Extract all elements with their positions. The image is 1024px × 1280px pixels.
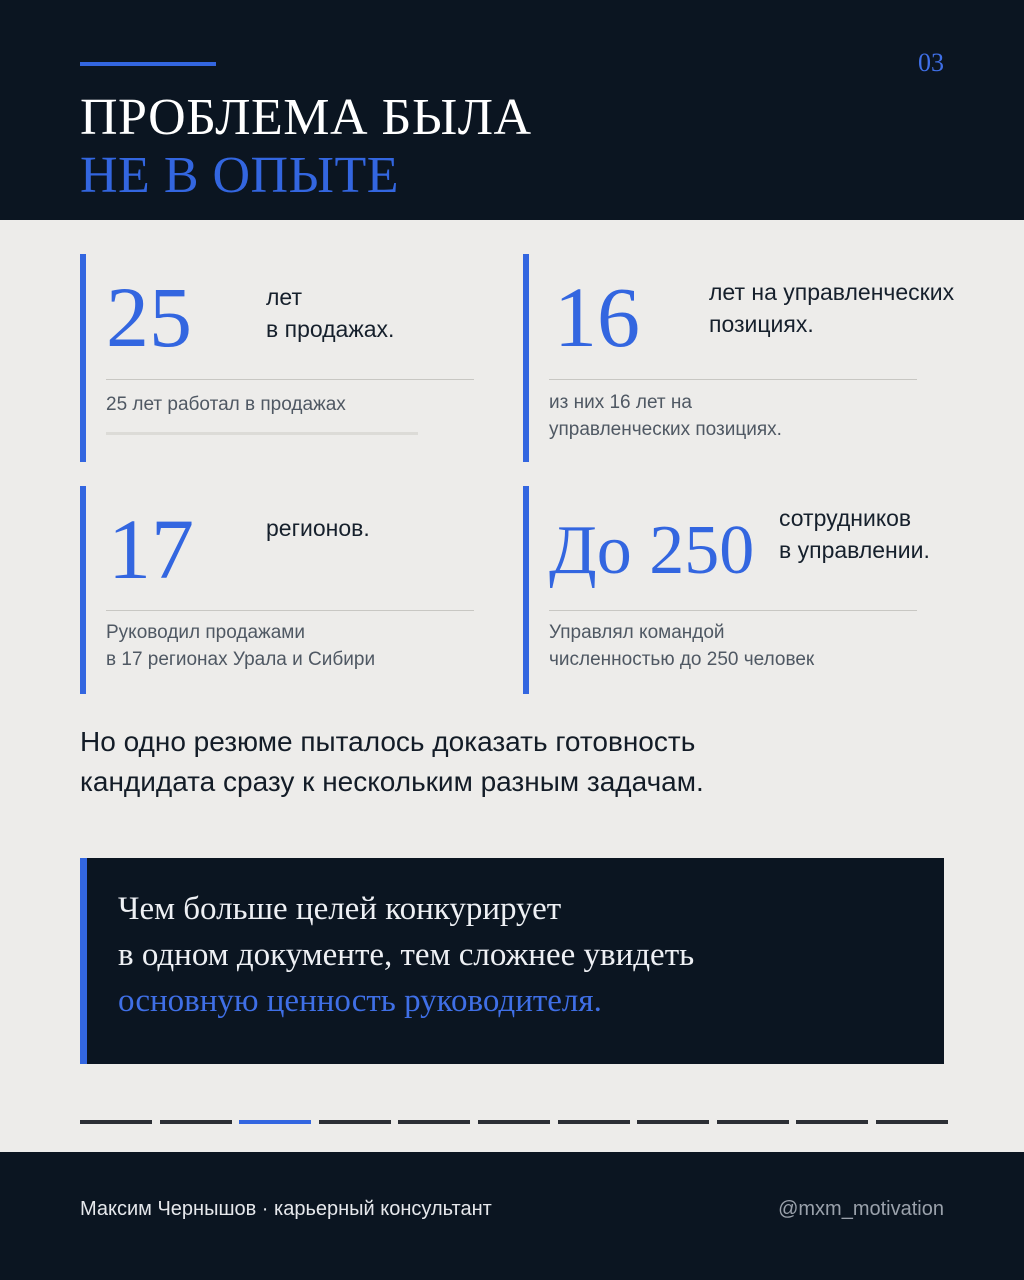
stat-label: лет на управленческих позициях.: [709, 279, 955, 337]
stat-note: Руководил продажами в 17 регионах Урала и Сибири: [106, 622, 376, 670]
header: [0, 0, 1024, 220]
quote-block: [80, 858, 944, 1064]
quote-accent-bar: [80, 858, 87, 1064]
statement-text: [80, 722, 940, 802]
page-title-line-2: НЕ В ОПЫТЕ: [80, 147, 399, 204]
statement-line-2: кандидата сразу к нескольким разным задачам.: [80, 766, 704, 797]
quote-highlight: основную ценность руководителя.: [118, 983, 602, 1019]
progress-segment: [876, 1120, 948, 1124]
stat-label: лет в продажах.: [266, 284, 395, 342]
stat-card-accent-bar: [80, 486, 86, 694]
progress-segment: [717, 1120, 789, 1124]
stat-label: регионов.: [266, 515, 370, 541]
stat-card-years-sales: [80, 254, 480, 462]
stat-value: 17: [108, 501, 194, 597]
stat-card-regions: [80, 486, 480, 694]
stat-label: сотрудников в управлении.: [779, 505, 930, 563]
stat-card-years-management: [523, 254, 993, 462]
stat-value: До 250: [549, 512, 755, 589]
stat-underline: [106, 432, 418, 435]
progress-segment-active: [239, 1120, 311, 1124]
progress-segment: [558, 1120, 630, 1124]
progress-segment: [398, 1120, 470, 1124]
stat-card-accent-bar: [523, 486, 529, 694]
stat-card-employees: [523, 486, 993, 694]
footer: [0, 1152, 1024, 1280]
progress-segment: [160, 1120, 232, 1124]
progress-segment: [319, 1120, 391, 1124]
footer-handle: @mxm_motivation: [778, 1198, 944, 1220]
stat-note: 25 лет работал в продажах: [106, 394, 346, 415]
page-title-line-1: ПРОБЛЕМА БЫЛА: [80, 89, 532, 146]
stat-note: Управлял командой численностью до 250 человек: [549, 622, 815, 670]
quote-line-1: Чем больше целей конкурирует: [118, 891, 562, 927]
stat-value: 25: [106, 269, 192, 365]
stat-divider: [549, 379, 917, 380]
progress-segment: [637, 1120, 709, 1124]
page-progress-indicator: [80, 1120, 948, 1124]
stat-value: 16: [554, 269, 640, 365]
statement-line-1: Но одно резюме пыталось доказать готовность: [80, 726, 696, 757]
footer-author: Максим Чернышов · карьерный консультант: [80, 1198, 492, 1220]
stat-card-accent-bar: [523, 254, 529, 462]
quote-line-2: в одном документе, тем сложнее увидеть: [118, 937, 695, 973]
progress-segment: [80, 1120, 152, 1124]
stat-divider: [106, 379, 474, 380]
stat-divider: [106, 610, 474, 611]
stat-divider: [549, 610, 917, 611]
progress-segment: [478, 1120, 550, 1124]
stat-card-accent-bar: [80, 254, 86, 462]
page-number: 03: [918, 48, 944, 77]
stat-note: из них 16 лет на управленческих позициях.: [549, 392, 782, 440]
header-accent-line: [80, 62, 216, 66]
progress-segment: [796, 1120, 868, 1124]
